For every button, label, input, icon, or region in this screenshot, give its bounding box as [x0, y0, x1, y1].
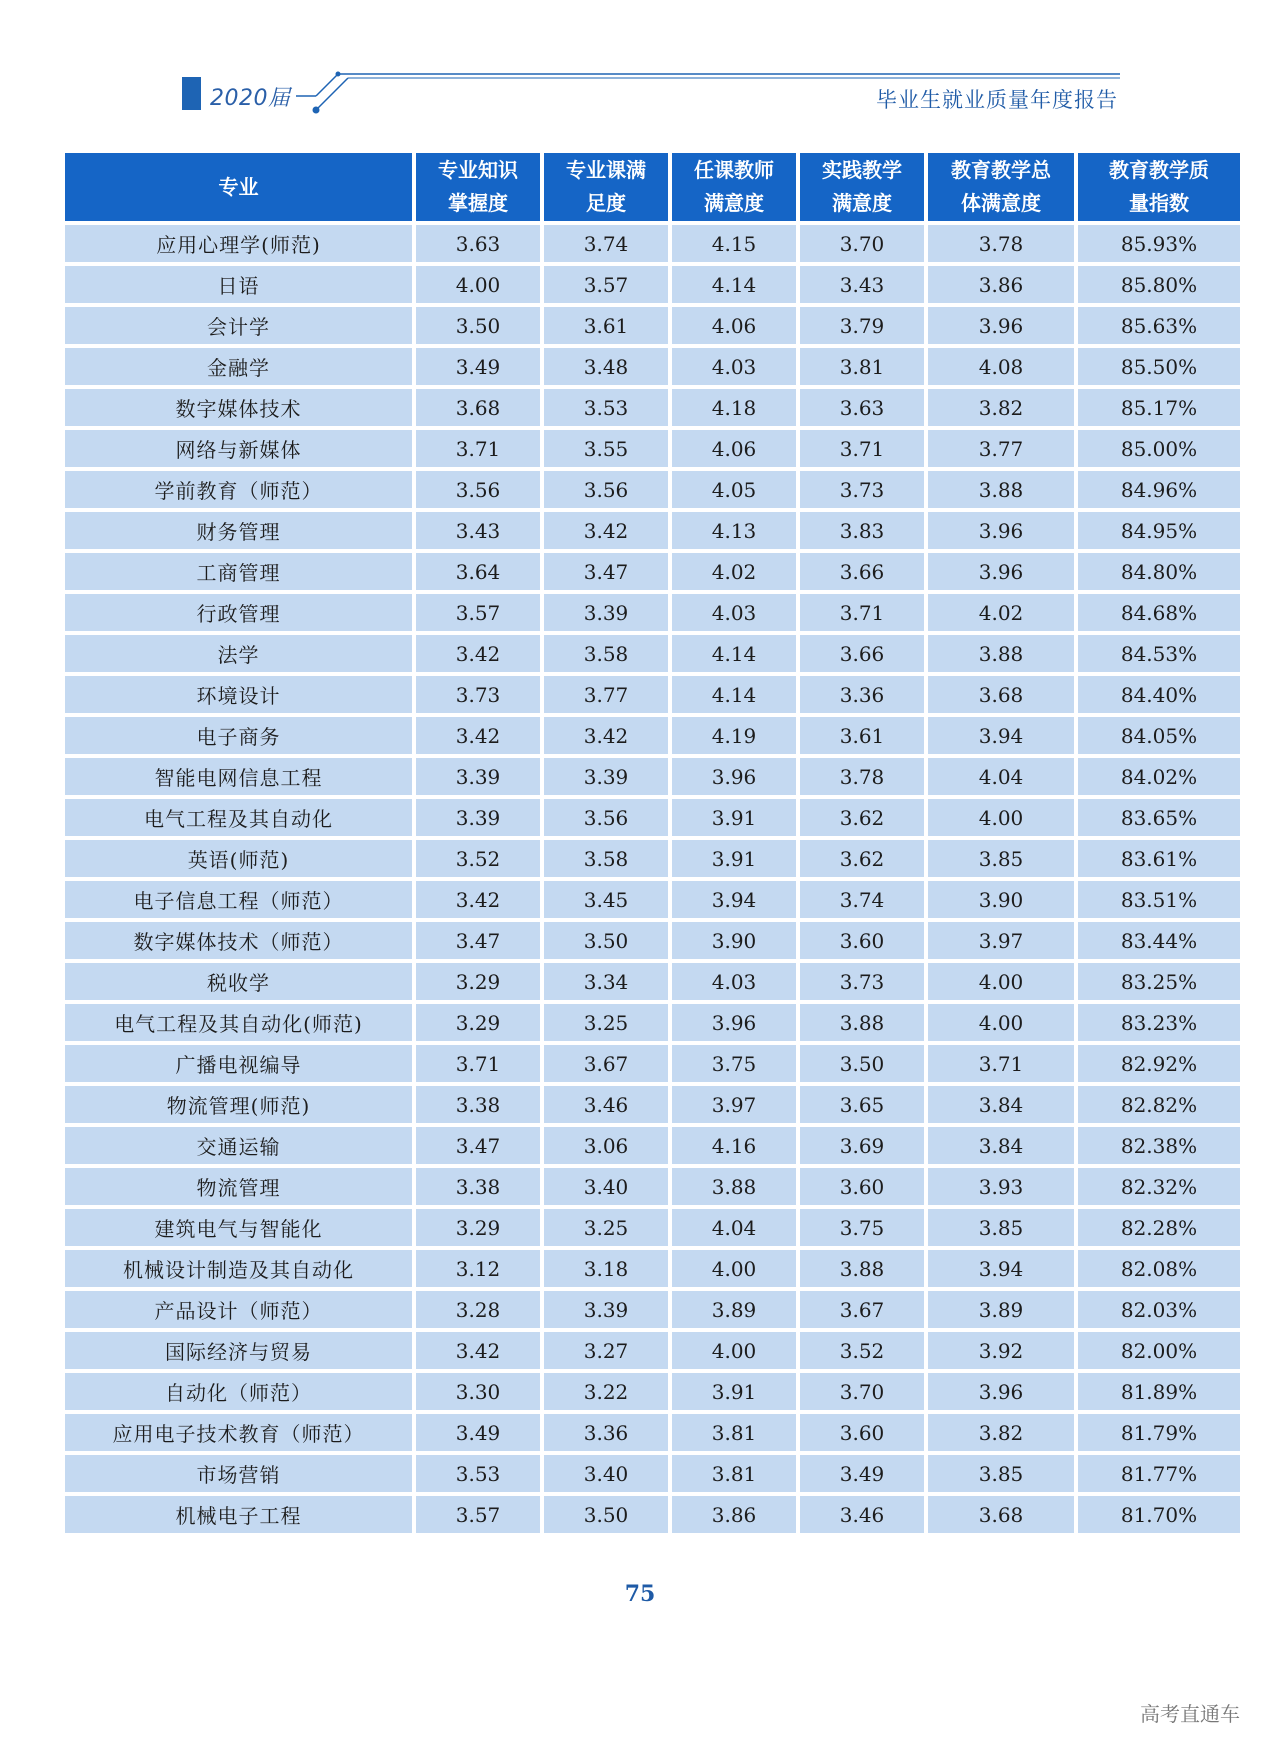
- value-cell: 3.42: [416, 881, 540, 918]
- value-cell: 3.68: [416, 389, 540, 426]
- value-cell: 3.50: [544, 922, 668, 959]
- value-cell: 3.94: [928, 1250, 1074, 1287]
- value-cell: 3.12: [416, 1250, 540, 1287]
- value-cell: 3.81: [800, 348, 924, 385]
- value-cell: 4.04: [928, 758, 1074, 795]
- column-header-0: 专业: [65, 153, 412, 221]
- value-cell: 3.60: [800, 922, 924, 959]
- value-cell: 3.40: [544, 1168, 668, 1205]
- value-cell: 3.70: [800, 1373, 924, 1410]
- value-cell: 3.66: [800, 553, 924, 590]
- value-cell: 3.56: [544, 799, 668, 836]
- value-cell: 82.32%: [1078, 1168, 1240, 1205]
- value-cell: 3.55: [544, 430, 668, 467]
- table-row: [65, 553, 1240, 590]
- major-name-cell: 电气工程及其自动化: [65, 799, 412, 836]
- value-cell: 82.08%: [1078, 1250, 1240, 1287]
- value-cell: 3.93: [928, 1168, 1074, 1205]
- major-name-cell: 英语(师范): [65, 840, 412, 877]
- value-cell: 3.64: [416, 553, 540, 590]
- value-cell: 4.18: [672, 389, 796, 426]
- table-row: [65, 758, 1240, 795]
- value-cell: 4.02: [672, 553, 796, 590]
- value-cell: 3.91: [672, 1373, 796, 1410]
- table-row: [65, 881, 1240, 918]
- value-cell: 3.25: [544, 1209, 668, 1246]
- major-name-cell: 交通运输: [65, 1127, 412, 1164]
- value-cell: 3.69: [800, 1127, 924, 1164]
- value-cell: 3.52: [416, 840, 540, 877]
- value-cell: 3.84: [928, 1127, 1074, 1164]
- value-cell: 85.17%: [1078, 389, 1240, 426]
- major-name-cell: 机械电子工程: [65, 1496, 412, 1533]
- value-cell: 3.91: [672, 840, 796, 877]
- major-name-cell: 电子信息工程（师范）: [65, 881, 412, 918]
- value-cell: 4.06: [672, 430, 796, 467]
- table-row: [65, 512, 1240, 549]
- value-cell: 3.81: [672, 1455, 796, 1492]
- value-cell: 3.66: [800, 635, 924, 672]
- value-cell: 3.27: [544, 1332, 668, 1369]
- header-year-label: 2020届: [210, 86, 291, 111]
- value-cell: 3.67: [544, 1045, 668, 1082]
- value-cell: 3.88: [928, 471, 1074, 508]
- value-cell: 3.34: [544, 963, 668, 1000]
- table-row: [65, 225, 1240, 262]
- value-cell: 3.30: [416, 1373, 540, 1410]
- value-cell: 3.62: [800, 799, 924, 836]
- value-cell: 85.93%: [1078, 225, 1240, 262]
- watermark-text: 高考直通车: [1140, 1702, 1240, 1726]
- value-cell: 3.57: [416, 594, 540, 631]
- major-name-cell: 产品设计（师范）: [65, 1291, 412, 1328]
- table-row: [65, 799, 1240, 836]
- value-cell: 4.05: [672, 471, 796, 508]
- value-cell: 3.58: [544, 840, 668, 877]
- value-cell: 82.28%: [1078, 1209, 1240, 1246]
- major-name-cell: 机械设计制造及其自动化: [65, 1250, 412, 1287]
- value-cell: 3.90: [672, 922, 796, 959]
- value-cell: 4.00: [928, 963, 1074, 1000]
- table-row: [65, 1332, 1240, 1369]
- value-cell: 3.71: [416, 1045, 540, 1082]
- value-cell: 83.25%: [1078, 963, 1240, 1000]
- value-cell: 3.71: [800, 594, 924, 631]
- value-cell: 3.58: [544, 635, 668, 672]
- table-row: [65, 840, 1240, 877]
- value-cell: 83.61%: [1078, 840, 1240, 877]
- value-cell: 3.60: [800, 1168, 924, 1205]
- value-cell: 4.03: [672, 348, 796, 385]
- value-cell: 3.18: [544, 1250, 668, 1287]
- value-cell: 3.50: [800, 1045, 924, 1082]
- value-cell: 3.60: [800, 1414, 924, 1451]
- table-row: [65, 963, 1240, 1000]
- value-cell: 3.61: [800, 717, 924, 754]
- value-cell: 4.19: [672, 717, 796, 754]
- value-cell: 82.82%: [1078, 1086, 1240, 1123]
- table-row: [65, 922, 1240, 959]
- value-cell: 83.23%: [1078, 1004, 1240, 1041]
- major-name-cell: 数字媒体技术: [65, 389, 412, 426]
- value-cell: 3.85: [928, 1209, 1074, 1246]
- value-cell: 3.47: [416, 922, 540, 959]
- table-row: [65, 717, 1240, 754]
- value-cell: 3.91: [672, 799, 796, 836]
- value-cell: 3.86: [672, 1496, 796, 1533]
- major-name-cell: 金融学: [65, 348, 412, 385]
- major-name-cell: 应用心理学(师范): [65, 225, 412, 262]
- value-cell: 84.68%: [1078, 594, 1240, 631]
- major-name-cell: 智能电网信息工程: [65, 758, 412, 795]
- value-cell: 4.13: [672, 512, 796, 549]
- value-cell: 4.00: [672, 1332, 796, 1369]
- column-header-2: 专业课满 足度: [544, 153, 668, 221]
- value-cell: 3.46: [800, 1496, 924, 1533]
- value-cell: 3.96: [928, 553, 1074, 590]
- value-cell: 3.85: [928, 1455, 1074, 1492]
- value-cell: 3.67: [800, 1291, 924, 1328]
- value-cell: 3.75: [672, 1045, 796, 1082]
- value-cell: 3.82: [928, 1414, 1074, 1451]
- value-cell: 3.81: [672, 1414, 796, 1451]
- value-cell: 3.56: [544, 471, 668, 508]
- table-body: [65, 225, 1240, 1533]
- value-cell: 84.40%: [1078, 676, 1240, 713]
- value-cell: 3.42: [544, 512, 668, 549]
- value-cell: 3.71: [800, 430, 924, 467]
- value-cell: 3.96: [928, 307, 1074, 344]
- value-cell: 3.68: [928, 676, 1074, 713]
- value-cell: 3.63: [416, 225, 540, 262]
- major-name-cell: 环境设计: [65, 676, 412, 713]
- column-header-6: 教育教学质 量指数: [1078, 153, 1240, 221]
- table-row: [65, 1455, 1240, 1492]
- value-cell: 3.06: [544, 1127, 668, 1164]
- value-cell: 3.50: [544, 1496, 668, 1533]
- value-cell: 3.94: [928, 717, 1074, 754]
- value-cell: 3.97: [672, 1086, 796, 1123]
- table-row: [65, 389, 1240, 426]
- value-cell: 85.63%: [1078, 307, 1240, 344]
- table-header-row: [65, 153, 1240, 221]
- major-name-cell: 税收学: [65, 963, 412, 1000]
- value-cell: 4.03: [672, 963, 796, 1000]
- value-cell: 3.82: [928, 389, 1074, 426]
- value-cell: 4.08: [928, 348, 1074, 385]
- value-cell: 3.39: [416, 799, 540, 836]
- value-cell: 3.61: [544, 307, 668, 344]
- value-cell: 3.78: [800, 758, 924, 795]
- column-header-3: 任课教师 满意度: [672, 153, 796, 221]
- major-name-cell: 会计学: [65, 307, 412, 344]
- value-cell: 82.92%: [1078, 1045, 1240, 1082]
- major-name-cell: 学前教育（师范）: [65, 471, 412, 508]
- value-cell: 3.43: [416, 512, 540, 549]
- value-cell: 84.95%: [1078, 512, 1240, 549]
- value-cell: 4.15: [672, 225, 796, 262]
- value-cell: 3.48: [544, 348, 668, 385]
- value-cell: 3.89: [928, 1291, 1074, 1328]
- value-cell: 3.39: [416, 758, 540, 795]
- value-cell: 3.63: [800, 389, 924, 426]
- table-row: [65, 1414, 1240, 1451]
- value-cell: 3.73: [800, 963, 924, 1000]
- value-cell: 3.62: [800, 840, 924, 877]
- value-cell: 81.77%: [1078, 1455, 1240, 1492]
- value-cell: 3.89: [672, 1291, 796, 1328]
- value-cell: 3.84: [928, 1086, 1074, 1123]
- value-cell: 3.28: [416, 1291, 540, 1328]
- value-cell: 3.96: [672, 1004, 796, 1041]
- table-row: [65, 1209, 1240, 1246]
- value-cell: 3.53: [416, 1455, 540, 1492]
- major-name-cell: 应用电子技术教育（师范）: [65, 1414, 412, 1451]
- table-row: [65, 1086, 1240, 1123]
- table-row: [65, 1373, 1240, 1410]
- table-row: [65, 1496, 1240, 1533]
- value-cell: 3.38: [416, 1086, 540, 1123]
- value-cell: 3.39: [544, 1291, 668, 1328]
- major-name-cell: 法学: [65, 635, 412, 672]
- value-cell: 3.45: [544, 881, 668, 918]
- value-cell: 3.88: [928, 635, 1074, 672]
- value-cell: 3.78: [928, 225, 1074, 262]
- value-cell: 4.04: [672, 1209, 796, 1246]
- value-cell: 3.29: [416, 1004, 540, 1041]
- value-cell: 3.49: [416, 1414, 540, 1451]
- value-cell: 3.92: [928, 1332, 1074, 1369]
- value-cell: 81.70%: [1078, 1496, 1240, 1533]
- value-cell: 3.52: [800, 1332, 924, 1369]
- value-cell: 4.00: [928, 799, 1074, 836]
- value-cell: 3.36: [800, 676, 924, 713]
- value-cell: 84.80%: [1078, 553, 1240, 590]
- value-cell: 4.00: [416, 266, 540, 303]
- value-cell: 3.42: [416, 717, 540, 754]
- page-number: 75: [624, 1581, 656, 1607]
- major-name-cell: 财务管理: [65, 512, 412, 549]
- table-row: [65, 1168, 1240, 1205]
- value-cell: 3.77: [928, 430, 1074, 467]
- value-cell: 4.16: [672, 1127, 796, 1164]
- value-cell: 3.86: [928, 266, 1074, 303]
- major-name-cell: 广播电视编导: [65, 1045, 412, 1082]
- major-name-cell: 数字媒体技术（师范）: [65, 922, 412, 959]
- value-cell: 4.00: [928, 1004, 1074, 1041]
- value-cell: 3.43: [800, 266, 924, 303]
- table-row: [65, 594, 1240, 631]
- value-cell: 4.14: [672, 676, 796, 713]
- value-cell: 85.00%: [1078, 430, 1240, 467]
- major-name-cell: 行政管理: [65, 594, 412, 631]
- value-cell: 84.02%: [1078, 758, 1240, 795]
- major-name-cell: 电气工程及其自动化(师范): [65, 1004, 412, 1041]
- value-cell: 83.65%: [1078, 799, 1240, 836]
- value-cell: 82.00%: [1078, 1332, 1240, 1369]
- table-row: [65, 1045, 1240, 1082]
- value-cell: 3.53: [544, 389, 668, 426]
- value-cell: 3.85: [928, 840, 1074, 877]
- major-name-cell: 网络与新媒体: [65, 430, 412, 467]
- table-row: [65, 307, 1240, 344]
- value-cell: 4.14: [672, 266, 796, 303]
- value-cell: 3.96: [672, 758, 796, 795]
- value-cell: 3.57: [416, 1496, 540, 1533]
- value-cell: 83.44%: [1078, 922, 1240, 959]
- table-row: [65, 1291, 1240, 1328]
- value-cell: 85.80%: [1078, 266, 1240, 303]
- value-cell: 3.29: [416, 963, 540, 1000]
- value-cell: 81.79%: [1078, 1414, 1240, 1451]
- table-row: [65, 430, 1240, 467]
- value-cell: 3.88: [800, 1250, 924, 1287]
- value-cell: 4.03: [672, 594, 796, 631]
- value-cell: 3.49: [416, 348, 540, 385]
- major-name-cell: 国际经济与贸易: [65, 1332, 412, 1369]
- major-name-cell: 物流管理(师范): [65, 1086, 412, 1123]
- value-cell: 3.70: [800, 225, 924, 262]
- value-cell: 84.53%: [1078, 635, 1240, 672]
- value-cell: 3.73: [800, 471, 924, 508]
- value-cell: 3.88: [800, 1004, 924, 1041]
- value-cell: 3.73: [416, 676, 540, 713]
- major-name-cell: 自动化（师范）: [65, 1373, 412, 1410]
- value-cell: 3.40: [544, 1455, 668, 1492]
- value-cell: 3.65: [800, 1086, 924, 1123]
- major-name-cell: 电子商务: [65, 717, 412, 754]
- value-cell: 84.05%: [1078, 717, 1240, 754]
- value-cell: 3.90: [928, 881, 1074, 918]
- value-cell: 4.00: [672, 1250, 796, 1287]
- value-cell: 3.42: [416, 1332, 540, 1369]
- value-cell: 3.57: [544, 266, 668, 303]
- value-cell: 4.14: [672, 635, 796, 672]
- value-cell: 85.50%: [1078, 348, 1240, 385]
- table-row: [65, 471, 1240, 508]
- value-cell: 3.47: [416, 1127, 540, 1164]
- value-cell: 84.96%: [1078, 471, 1240, 508]
- value-cell: 81.89%: [1078, 1373, 1240, 1410]
- major-name-cell: 市场营销: [65, 1455, 412, 1492]
- value-cell: 3.77: [544, 676, 668, 713]
- value-cell: 82.03%: [1078, 1291, 1240, 1328]
- major-name-cell: 工商管理: [65, 553, 412, 590]
- major-name-cell: 物流管理: [65, 1168, 412, 1205]
- value-cell: 3.71: [416, 430, 540, 467]
- value-cell: 3.83: [800, 512, 924, 549]
- column-header-1: 专业知识 掌握度: [416, 153, 540, 221]
- column-header-5: 教育教学总 体满意度: [928, 153, 1074, 221]
- value-cell: 4.02: [928, 594, 1074, 631]
- value-cell: 3.39: [544, 758, 668, 795]
- value-cell: 3.75: [800, 1209, 924, 1246]
- value-cell: 3.46: [544, 1086, 668, 1123]
- teaching-quality-table: [61, 149, 1244, 1537]
- value-cell: 3.39: [544, 594, 668, 631]
- table-row: [65, 1250, 1240, 1287]
- value-cell: 3.25: [544, 1004, 668, 1041]
- value-cell: 3.68: [928, 1496, 1074, 1533]
- table-row: [65, 1004, 1240, 1041]
- value-cell: 3.22: [544, 1373, 668, 1410]
- value-cell: 3.42: [544, 717, 668, 754]
- value-cell: 82.38%: [1078, 1127, 1240, 1164]
- value-cell: 3.94: [672, 881, 796, 918]
- value-cell: 3.97: [928, 922, 1074, 959]
- value-cell: 3.29: [416, 1209, 540, 1246]
- table-row: [65, 1127, 1240, 1164]
- value-cell: 3.74: [800, 881, 924, 918]
- value-cell: 3.42: [416, 635, 540, 672]
- report-title: 毕业生就业质量年度报告: [876, 88, 1118, 112]
- value-cell: 3.71: [928, 1045, 1074, 1082]
- value-cell: 3.56: [416, 471, 540, 508]
- major-name-cell: 日语: [65, 266, 412, 303]
- table-row: [65, 676, 1240, 713]
- value-cell: 3.74: [544, 225, 668, 262]
- value-cell: 4.06: [672, 307, 796, 344]
- value-cell: 3.96: [928, 512, 1074, 549]
- value-cell: 3.50: [416, 307, 540, 344]
- table-row: [65, 635, 1240, 672]
- value-cell: 3.96: [928, 1373, 1074, 1410]
- major-name-cell: 建筑电气与智能化: [65, 1209, 412, 1246]
- value-cell: 3.36: [544, 1414, 668, 1451]
- table-row: [65, 348, 1240, 385]
- value-cell: 3.88: [672, 1168, 796, 1205]
- value-cell: 3.47: [544, 553, 668, 590]
- value-cell: 3.38: [416, 1168, 540, 1205]
- value-cell: 3.79: [800, 307, 924, 344]
- table-row: [65, 266, 1240, 303]
- value-cell: 83.51%: [1078, 881, 1240, 918]
- value-cell: 3.49: [800, 1455, 924, 1492]
- column-header-4: 实践教学 满意度: [800, 153, 924, 221]
